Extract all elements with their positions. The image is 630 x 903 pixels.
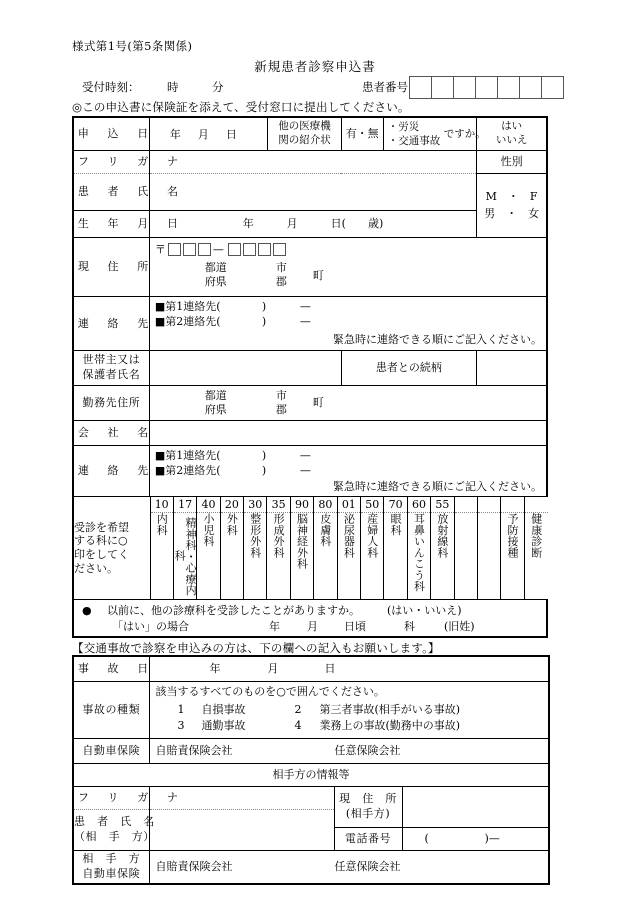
department-option[interactable] <box>290 513 313 600</box>
work-contact-label: 連 絡 先 <box>73 446 149 497</box>
department-option[interactable] <box>244 513 267 600</box>
accident-date-label: 事 故 日 <box>73 656 149 682</box>
contact-label: 連 絡 先 <box>73 297 149 351</box>
furigana-input[interactable] <box>149 151 476 174</box>
work-contact2-paren-close: ) <box>261 464 267 477</box>
car-insurance-input[interactable] <box>149 739 549 764</box>
householder-row <box>73 351 547 386</box>
department-option[interactable] <box>150 513 173 600</box>
reception-row <box>72 78 552 98</box>
birth-date-row <box>73 211 547 238</box>
department-name: 予防接種 <box>506 513 520 558</box>
city-label-line1: 市 <box>275 261 287 274</box>
accident-date-row <box>73 656 549 682</box>
contact-input[interactable] <box>149 297 547 351</box>
department-name: 内科 <box>155 513 169 536</box>
prior-visit-choice[interactable]: (はい・いいえ) <box>387 604 462 617</box>
other-party-address-input[interactable] <box>402 787 549 828</box>
department-option[interactable] <box>267 513 290 600</box>
department-option[interactable] <box>173 513 196 600</box>
other-party-insurance-input[interactable] <box>149 851 549 885</box>
department-code: 70 <box>384 497 407 513</box>
department-code: 80 <box>314 497 337 513</box>
department-code: 01 <box>337 497 360 513</box>
department-name: 眼科 <box>389 513 403 536</box>
accident-option-third-party[interactable]: 第三者事故(相手がいる事故) <box>319 703 461 716</box>
department-instruction-line2: する科に○ <box>74 534 128 548</box>
householder-label-line1: 世帯主又は <box>82 353 141 367</box>
patient-number-box[interactable] <box>519 76 541 99</box>
address-label: 現 住 所 <box>73 238 149 297</box>
department-code: 20 <box>220 497 243 513</box>
other-party-furigana-row <box>73 787 549 810</box>
contact-row <box>73 297 547 351</box>
department-option[interactable] <box>477 513 500 600</box>
postal-box[interactable] <box>198 243 211 256</box>
work-contact1-label[interactable]: ■第1連絡先( <box>154 449 221 462</box>
department-name: 小児科 <box>201 513 215 547</box>
optional-insurance-label: 任意保険会社 <box>334 744 401 757</box>
other-party-furigana-label: フ リ ガ ナ <box>73 787 149 810</box>
submission-notice: ◎この申込書に保険証を添えて、受付窓口に提出してください。 <box>72 100 410 114</box>
accident-option-number: 3 <box>177 719 185 732</box>
department-option[interactable] <box>337 513 360 600</box>
company-label: 会 社 名 <box>73 421 149 446</box>
patient-number-box[interactable] <box>541 76 564 99</box>
patient-name-input[interactable] <box>149 174 476 211</box>
work-contact-input[interactable] <box>149 446 547 497</box>
other-party-phone-label: 電話番号 <box>334 828 402 851</box>
postal-box[interactable] <box>243 243 256 256</box>
apply-date-value[interactable] <box>149 117 268 151</box>
gender-mf[interactable]: M ・ F <box>485 190 538 203</box>
apply-month-unit: 月 <box>197 128 209 141</box>
accident-month-unit: 月 <box>267 662 279 675</box>
department-name: 脳神経外科 <box>295 513 309 570</box>
department-code: 17 <box>173 497 196 513</box>
postal-mark: 〒 <box>154 243 166 256</box>
other-party-phone-input[interactable] <box>402 828 549 851</box>
department-option[interactable] <box>407 513 430 600</box>
furigana-row <box>73 151 547 174</box>
referral-letter-label-line1: 他の医療機 <box>278 120 331 133</box>
work-town-label: 町 <box>312 396 324 409</box>
department-name: 産婦人科 <box>365 513 379 558</box>
referral-choice[interactable]: 有・無 <box>341 117 383 151</box>
accident-type-label: 事故の種類 <box>73 682 149 739</box>
department-option[interactable] <box>361 513 384 600</box>
accident-day-unit: 日 <box>324 662 336 675</box>
prefecture-label-line2: 府県 <box>204 275 227 288</box>
department-code <box>524 497 547 513</box>
department-code: 50 <box>361 497 384 513</box>
other-party-address-label-line1: 現 住 所 <box>339 792 397 806</box>
patient-number-box[interactable] <box>453 76 475 99</box>
postal-box[interactable] <box>273 243 286 256</box>
accident-option-work[interactable]: 業務上の事故(勤務中の事故) <box>319 719 461 732</box>
postal-box[interactable] <box>258 243 271 256</box>
department-name: 泌尿器科 <box>342 513 356 558</box>
departments-row <box>73 497 547 600</box>
birth-date-label: 生 年 月 日 <box>73 211 149 238</box>
patient-number-boxes[interactable] <box>409 76 564 99</box>
patient-number-box[interactable] <box>431 76 453 99</box>
form-number: 様式第1号(第5条関係) <box>72 39 193 53</box>
cause-question: ですか。 <box>443 128 486 140</box>
prior-visit-day: 日頃 <box>344 620 366 633</box>
accident-cause-cell[interactable] <box>383 117 486 151</box>
other-party-insurance-row <box>73 851 549 885</box>
other-jibaiseki-label: 自賠責保険会社 <box>155 860 233 873</box>
department-instruction <box>74 497 150 599</box>
reception-hour-unit: 時 <box>167 80 179 94</box>
work-address-input[interactable] <box>149 386 547 421</box>
prior-visit-question: 以前に、他の診療科を受診したことがありますか。 <box>107 604 360 617</box>
prefecture-label-line1: 都道 <box>204 261 227 274</box>
work-address-label: 勤務先住所 <box>73 386 149 421</box>
department-code <box>501 497 524 513</box>
postal-code-field[interactable] <box>155 243 286 257</box>
work-city-line1: 市 <box>275 389 287 402</box>
prior-visit-year: 年 <box>269 620 280 633</box>
department-name: 健康診断 <box>529 513 543 558</box>
department-code: 10 <box>150 497 173 513</box>
department-name: 皮膚科 <box>318 513 332 547</box>
prior-visit-bullet: ● <box>82 604 92 617</box>
department-name: 放射線科 <box>435 513 449 558</box>
gender-label: 性別 <box>477 151 547 174</box>
prior-visit-if-yes: 「はい」の場合 <box>112 620 189 633</box>
householder-input[interactable] <box>149 351 341 386</box>
department-code: 90 <box>290 497 313 513</box>
department-option[interactable] <box>220 513 243 600</box>
other-party-address-label-line2: (相手方) <box>345 807 391 820</box>
department-name: 精神科・心療内科 <box>173 516 198 596</box>
accident-date-input[interactable] <box>149 656 549 682</box>
contact2-label[interactable]: ■第2連絡先( <box>154 315 221 328</box>
work-prefecture-line2: 府県 <box>204 403 227 416</box>
work-contact2-label[interactable]: ■第2連絡先( <box>154 464 221 477</box>
reception-minute-unit: 分 <box>212 80 224 94</box>
other-party-insurance-label-line2: 自動車保険 <box>82 867 141 880</box>
department-code: 30 <box>244 497 267 513</box>
patient-number-label: 患者番号 <box>362 80 408 94</box>
other-party-name-label-line1: 患 者 氏 名 <box>74 815 155 829</box>
main-form-table <box>72 116 548 638</box>
contact1-paren-close: ) <box>261 300 267 313</box>
cause-answer-cell[interactable] <box>477 117 547 151</box>
department-option[interactable] <box>431 513 454 600</box>
referral-letter-label-line2: 関の紹介状 <box>278 134 331 146</box>
accident-year-unit: 年 <box>209 662 221 675</box>
prior-visit-row <box>73 600 547 638</box>
department-option[interactable] <box>384 513 407 600</box>
phone-paren-open: ( <box>424 832 429 845</box>
department-code: 35 <box>267 497 290 513</box>
apply-date-row <box>73 117 547 151</box>
postal-box[interactable] <box>183 243 196 256</box>
gender-jp[interactable]: 男 ・ 女 <box>484 206 540 220</box>
address-input[interactable] <box>149 238 547 297</box>
work-contact1-paren-close: ) <box>261 449 267 462</box>
patient-name-label: 患 者 氏 名 <box>73 174 149 211</box>
postal-box[interactable] <box>168 243 181 256</box>
contact2-dash: — <box>299 315 311 328</box>
department-name: 耳鼻いんこう科 <box>412 513 426 592</box>
department-code: 55 <box>431 497 454 513</box>
address-row <box>73 238 547 297</box>
householder-label-line2: 保護者氏名 <box>82 368 141 381</box>
householder-label <box>73 351 149 386</box>
document-title: 新規患者診察申込書 <box>254 59 376 74</box>
department-instruction-line1: 受診を希望 <box>74 520 129 534</box>
accident-type-instruction: 該当するすべてのものを○で囲んでください。 <box>155 685 385 698</box>
accident-option-commute[interactable]: 通勤事故 <box>201 719 246 732</box>
other-party-name-label-line2: （相 手 方） <box>74 830 155 843</box>
furigana-label: フ リ ガ ナ <box>73 151 149 174</box>
car-insurance-label: 自動車保険 <box>73 739 149 764</box>
work-contact2-dash: — <box>299 464 311 477</box>
department-code: 40 <box>197 497 220 513</box>
contact1-dash: — <box>299 300 311 313</box>
department-code-row <box>74 497 548 513</box>
prior-visit-cell[interactable] <box>73 600 547 638</box>
relation-input[interactable] <box>477 351 547 386</box>
other-party-insurance-label <box>73 851 149 885</box>
other-party-name-input[interactable] <box>149 810 334 851</box>
apply-day-unit: 日 <box>225 128 237 141</box>
referral-letter-label <box>268 117 341 151</box>
answer-yes[interactable]: はい <box>501 120 523 133</box>
contact2-paren-close: ) <box>261 315 267 328</box>
department-code: 60 <box>407 497 430 513</box>
gender-choice[interactable] <box>477 174 547 238</box>
answer-no[interactable]: いいえ <box>495 134 528 146</box>
postal-dash: — <box>212 243 224 256</box>
department-code <box>477 497 500 513</box>
prior-visit-former-name: (旧姓) <box>444 620 475 633</box>
department-option[interactable] <box>314 513 337 600</box>
other-optional-insurance-label: 任意保険会社 <box>334 860 401 873</box>
patient-name-row <box>73 174 547 211</box>
apply-year-unit: 年 <box>169 128 181 141</box>
department-option[interactable] <box>501 513 524 600</box>
other-party-header-row <box>73 764 549 787</box>
other-party-address-label <box>334 787 402 828</box>
contact1-label[interactable]: ■第1連絡先( <box>154 300 221 313</box>
other-party-insurance-label-line1: 相 手 方 <box>82 852 141 866</box>
reception-time-label: 受付時刻： <box>82 80 140 94</box>
contact-note: 緊急時に連絡できる順にご記入ください。 <box>333 333 542 346</box>
patient-number-box[interactable] <box>409 76 431 99</box>
accident-option-number: 1 <box>177 703 185 716</box>
department-instruction-line4: ださい。 <box>74 561 118 575</box>
accident-form-table <box>72 655 550 885</box>
town-label: 町 <box>312 269 324 282</box>
other-party-header: 相手方の情報等 <box>73 764 549 787</box>
patient-number-box[interactable] <box>475 76 497 99</box>
patient-number-box[interactable] <box>497 76 519 99</box>
cause-traffic-accident[interactable]: ・交通事故 <box>387 135 441 147</box>
company-input[interactable] <box>149 421 547 446</box>
department-instruction-line3: 印をしてく <box>74 548 129 561</box>
company-row <box>73 421 547 446</box>
prior-visit-month: 月 <box>307 620 318 633</box>
postal-box[interactable] <box>228 243 241 256</box>
prior-visit-department: 科 <box>404 620 415 633</box>
accident-option-self[interactable]: 自損事故 <box>201 703 246 716</box>
work-prefecture-line1: 都道 <box>204 389 227 402</box>
phone-paren-close: )— <box>484 832 500 845</box>
car-insurance-row <box>73 739 549 764</box>
city-label-line2: 郡 <box>275 275 287 288</box>
apply-date-label: 申 込 日 <box>73 117 149 151</box>
accident-type-row <box>73 682 549 739</box>
accident-option-number: 4 <box>294 719 302 732</box>
birth-date-input[interactable]: 年 月 日( 歳) <box>149 211 476 238</box>
department-name: 外科 <box>225 513 239 536</box>
other-party-name-label <box>73 810 155 851</box>
accident-option-number: 2 <box>294 703 302 716</box>
relation-label: 患者との続柄 <box>341 351 477 386</box>
work-city-line2: 郡 <box>275 403 287 416</box>
accident-type-options[interactable] <box>149 682 549 739</box>
work-contact-row <box>73 446 547 497</box>
department-name: 整形外科 <box>248 513 262 558</box>
jibaiseki-insurance-label: 自賠責保険会社 <box>155 744 233 757</box>
department-grid <box>74 497 548 599</box>
department-option[interactable] <box>524 513 547 600</box>
department-option[interactable] <box>197 513 220 600</box>
work-contact-note: 緊急時に連絡できる順にご記入ください。 <box>333 480 542 493</box>
department-code <box>454 497 477 513</box>
cause-rousai[interactable]: ・労災 <box>387 121 420 133</box>
department-name: 形成外科 <box>272 513 286 558</box>
work-address-row <box>73 386 547 421</box>
accident-section-title: 【交通事故で診察を申込みの方は、下の欄への記入もお願いします。】 <box>72 641 440 655</box>
department-option[interactable] <box>454 513 477 600</box>
departments-cell <box>73 497 547 600</box>
work-contact1-dash: — <box>299 449 311 462</box>
